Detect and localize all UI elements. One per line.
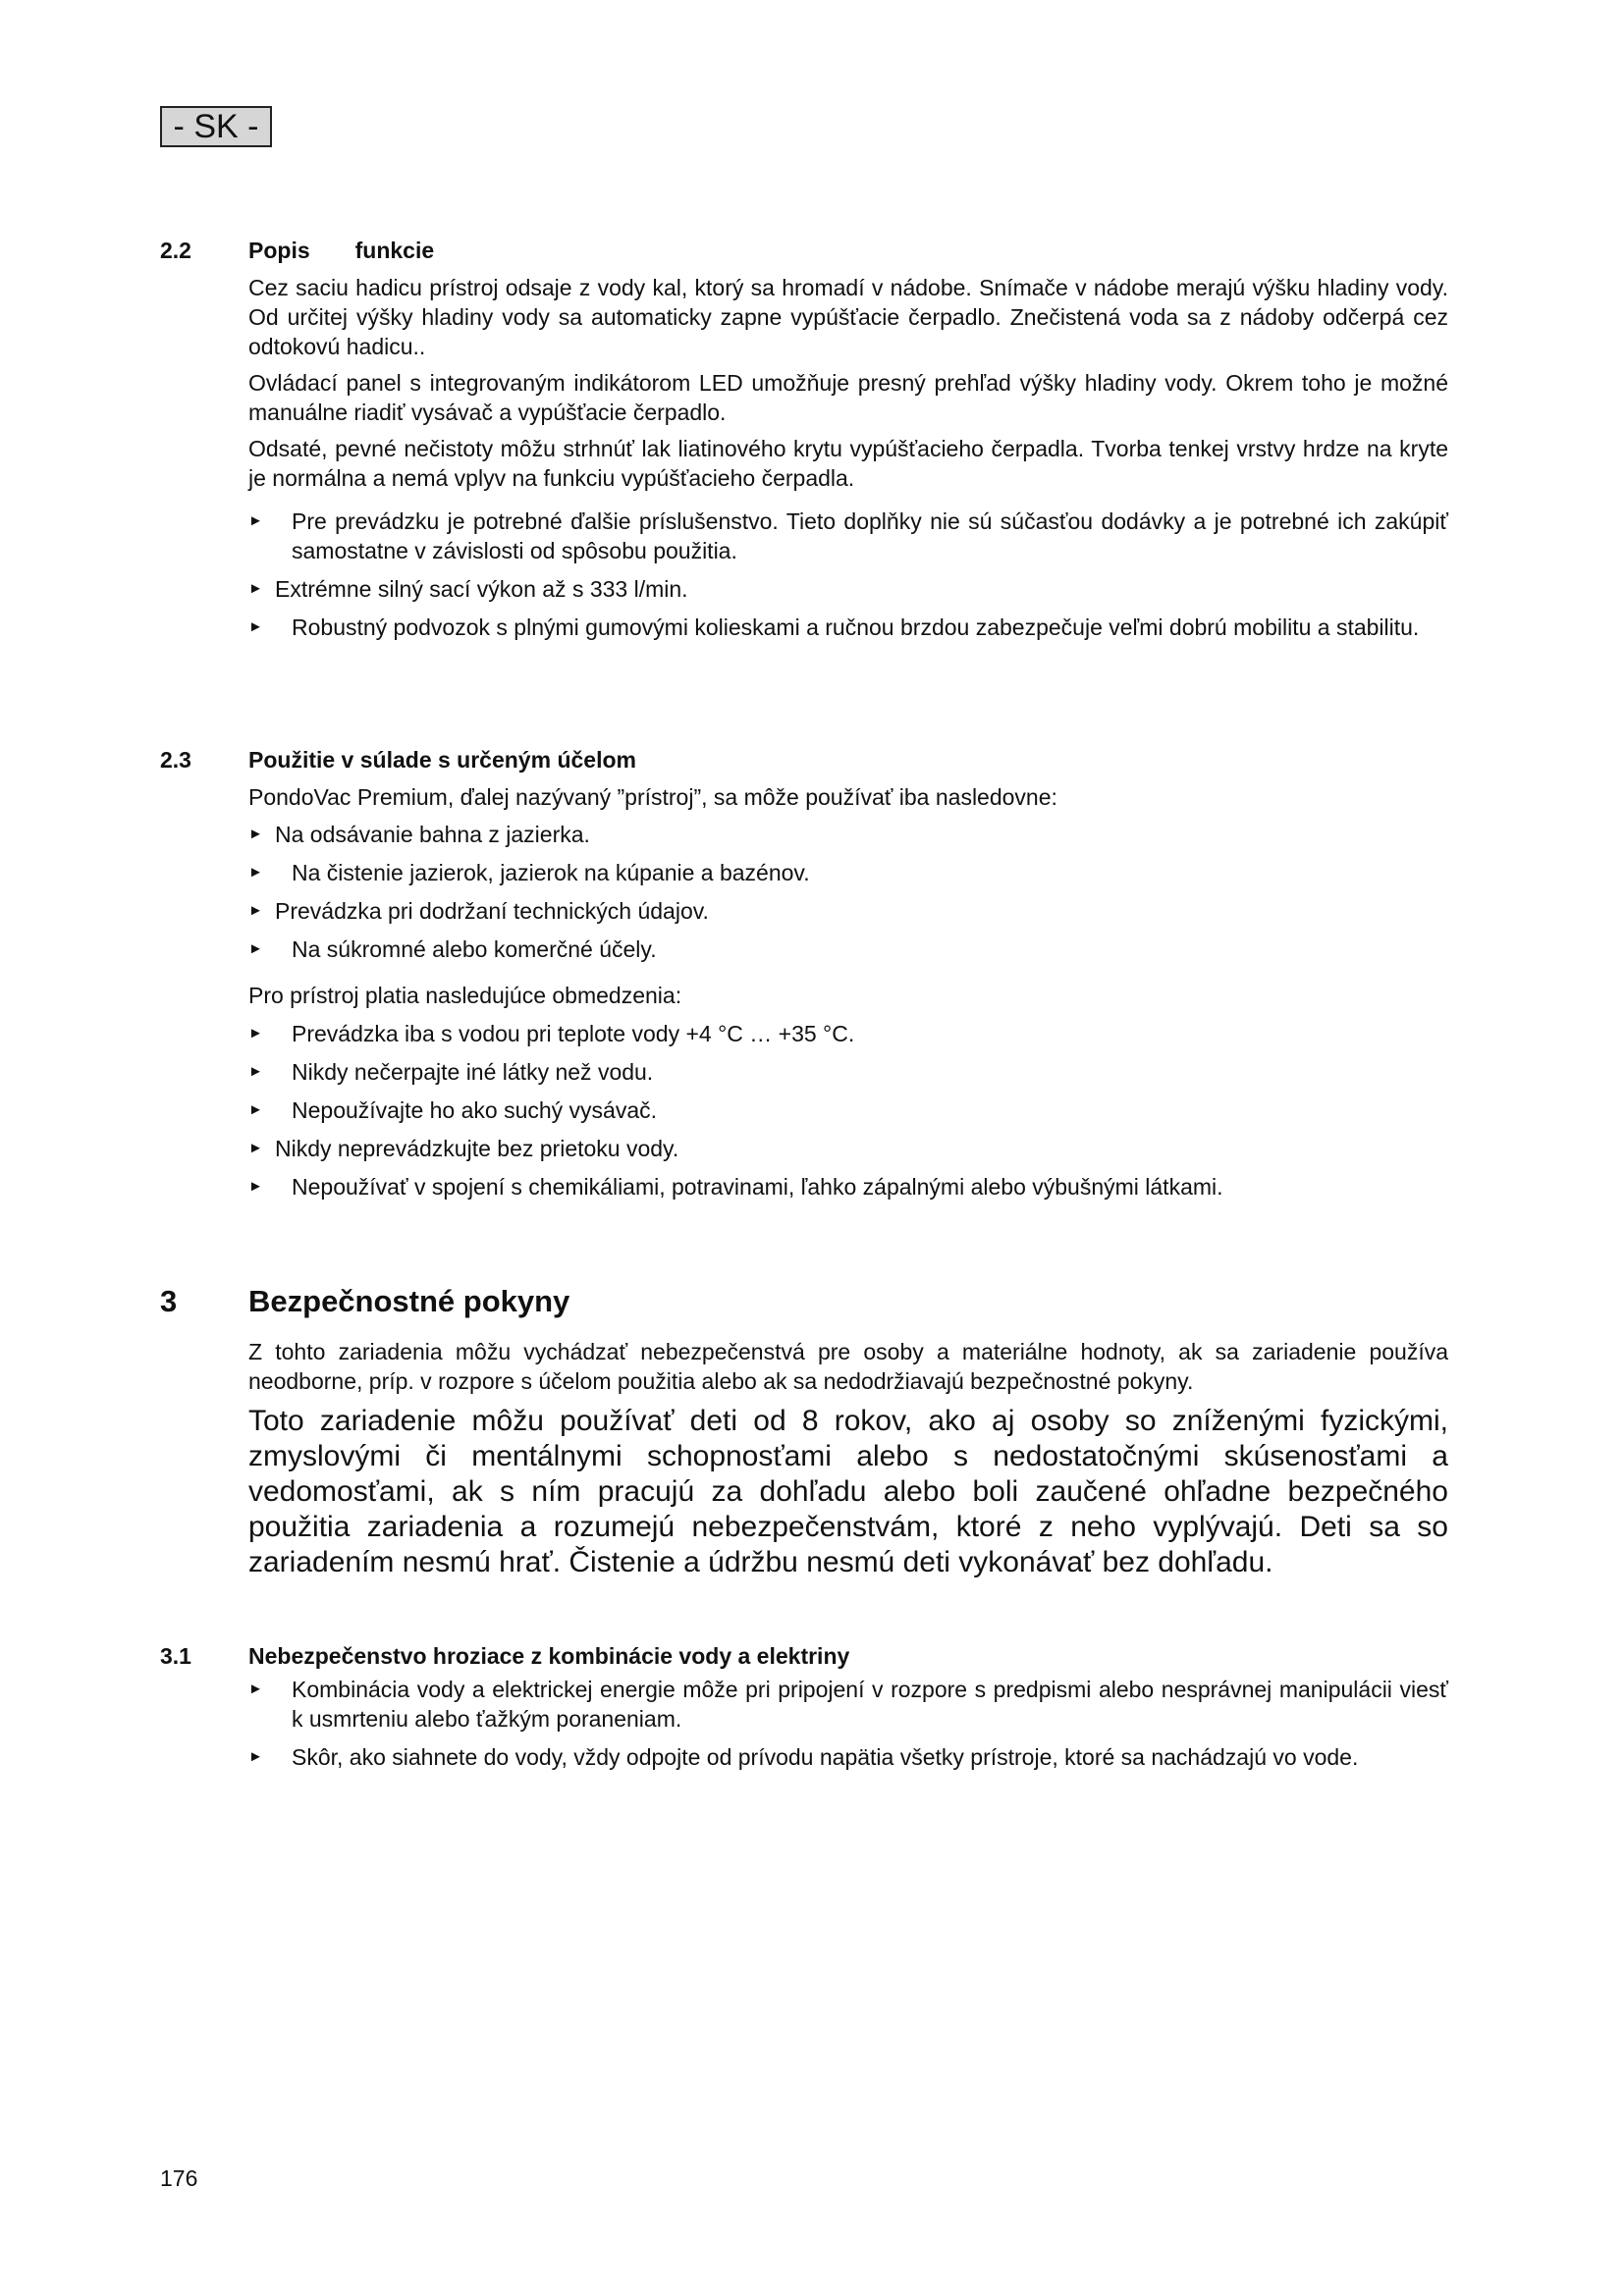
list-item: ► Na odsávanie bahna z jazierka. <box>248 822 590 847</box>
bullet-arrow-icon: ► <box>248 864 263 881</box>
paragraph: Z tohto zariadenia môžu vychádzať nebezpečenstvá pre osoby a materiálne hodnoty, ak sa zariadenie používa neodborne, príp. v rozpore s účelom použitia alebo ak sa nedodržiavajú bezpečnostné pokyny. <box>248 1339 1448 1394</box>
paragraph: Pro prístroj platia nasledujúce obmedzenia: <box>248 983 682 1008</box>
section-body <box>248 1337 1448 1580</box>
language-badge: - SK - <box>160 106 272 147</box>
section-body <box>248 782 1448 1201</box>
section-title: Nebezpečenstvo hroziace z kombinácie vody a elektriny <box>248 1643 850 1669</box>
section-number: 2.2 <box>160 238 191 263</box>
list-item: ► Pre prevádzku je potrebné ďalšie príslušenstvo. Tieto doplňky nie sú súčasťou dodávky a je potrebné ich zakúpiť samostatne v závislosti od spôsobu použitia. <box>248 508 1448 563</box>
bullet-arrow-icon: ► <box>248 826 263 842</box>
bullet-arrow-icon: ► <box>248 1063 263 1080</box>
bullet-arrow-icon: ► <box>248 940 263 957</box>
list-item: ► Skôr, ako siahnete do vody, vždy odpojte od prívodu napätia všetky prístroje, ktoré sa nachádzajú vo vode. <box>248 1744 1359 1770</box>
list-item: ► Nepoužívajte ho ako suchý vysávač. <box>248 1097 658 1123</box>
section-body <box>248 273 1448 642</box>
list-item: ► Na súkromné alebo komerčné účely. <box>248 936 657 962</box>
bullet-arrow-icon: ► <box>248 1140 263 1156</box>
paragraph: Ovládací panel s integrovaným indikátorom LED umožňuje presný prehľad výšky hladiny vody. Okrem toho je možné manuálne riadiť vysávač a vypúšťacie čerpadlo. <box>248 370 1448 425</box>
chapter-title: Bezpečnostné pokyny <box>248 1284 570 1318</box>
list-item: ► Na čistenie jazierok, jazierok na kúpanie a bazénov. <box>248 860 810 885</box>
section-title: Použitie v súlade s určeným účelom <box>248 747 636 773</box>
section-2-2 <box>160 236 1448 642</box>
bullet-arrow-icon: ► <box>248 1101 263 1118</box>
paragraph: Cez saciu hadicu prístroj odsaje z vody kal, ktorý sa hromadí v nádobe. Snímače v nádobe merajú výšku hladiny vody. Od určitej výšky hladiny vody sa automaticky zapne vypúšťacie čerpadlo. Znečistená voda sa z nádoby odčerpá cez odtokovú hadicu.. <box>248 275 1448 359</box>
warning-paragraph: Toto zariadenie môžu používať deti od 8 rokov, ako aj osoby so zníženými fyzickými, zmyslovými či mentálnymi schopnosťami alebo s nedostatočnými skúsenosťami a vedomosťami, ak s ním pracujú za dohľadu alebo boli zaučené ohľadne bezpečného použitia zariadenia a rozumejú nebezpečenstvám, ktoré z neho vyplývajú. Deti sa so zariadením nesmú hrať. Čistenie a údržbu nesmú deti vykonávať bez dohľadu. <box>248 1405 1448 1578</box>
list-item: ► Robustný podvozok s plnými gumovými kolieskami a ručnou brzdou zabezpečuje veľmi dobrú mobilitu a stabilitu. <box>248 614 1420 640</box>
section-3-1 <box>160 1641 1448 1772</box>
section-body <box>248 1675 1448 1772</box>
section-number: 2.3 <box>160 747 191 773</box>
bullet-arrow-icon: ► <box>248 1681 263 1697</box>
page-number: 176 <box>160 2165 198 2191</box>
list-item: ► Nikdy nečerpajte iné látky než vodu. <box>248 1059 654 1085</box>
bullet-arrow-icon: ► <box>248 1748 263 1765</box>
paragraph: Odsaté, pevné nečistoty môžu strhnúť lak liatinového krytu vypúšťacieho čerpadla. Tvorba tenkej vrstvy hrdze na kryte je normálna a nemá vplyv na funkciu vypúšťacieho čerpadla. <box>248 436 1448 491</box>
bullet-arrow-icon: ► <box>248 902 263 919</box>
bullet-arrow-icon: ► <box>248 1178 263 1195</box>
list-item: ► Kombinácia vody a elektrickej energie môže pri pripojení v rozpore s predpismi alebo nesprávnej manipulácii viesť k usmrteniu alebo ťažkým poraneniam. <box>248 1677 1448 1732</box>
list-item: ► Extrémne silný sací výkon až s 333 l/min. <box>248 576 688 602</box>
list-item: ► Nepoužívať v spojení s chemikáliami, potravinami, ľahko zápalnými alebo výbušnými látkami. <box>248 1174 1223 1200</box>
bullet-arrow-icon: ► <box>248 580 263 597</box>
restriction-list <box>248 1019 1448 1201</box>
bullet-arrow-icon: ► <box>248 1025 263 1041</box>
chapter-number: 3 <box>160 1284 178 1318</box>
section-2-3 <box>160 745 1448 1201</box>
list-item: ► Nikdy neprevádzkujte bez prietoku vody. <box>248 1136 679 1161</box>
section-3 <box>160 1282 1448 1580</box>
section-number: 3.1 <box>160 1643 191 1669</box>
paragraph: PondoVac Premium, ďalej nazývaný ”prístroj”, sa môže používať iba nasledovne: <box>248 784 1057 810</box>
hazard-list <box>248 1675 1448 1772</box>
section-title: Popis funkcie <box>248 238 435 263</box>
list-item: ► Prevádzka pri dodržaní technických údajov. <box>248 898 709 924</box>
bullet-arrow-icon: ► <box>248 618 263 635</box>
bullet-arrow-icon: ► <box>248 512 263 529</box>
use-list <box>248 820 1448 964</box>
list-item: ► Prevádzka iba s vodou pri teplote vody +4 °C … +35 °C. <box>248 1021 855 1046</box>
feature-list <box>248 507 1448 642</box>
